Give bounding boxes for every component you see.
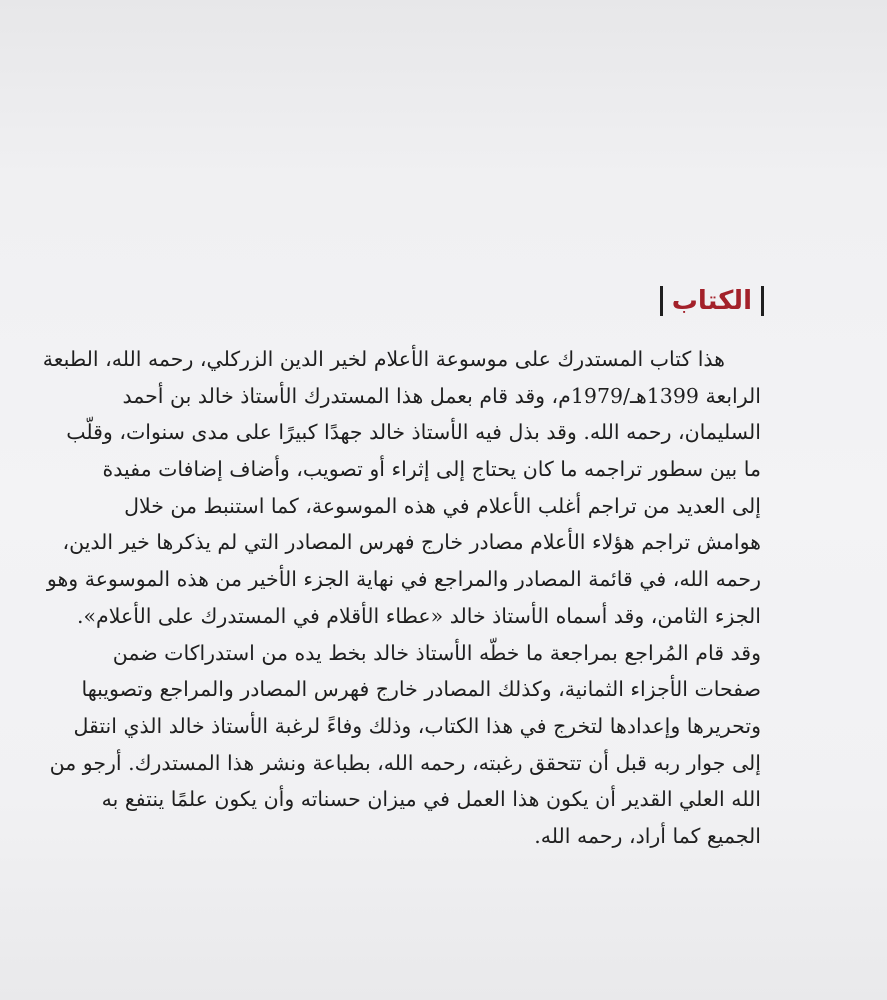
text-line: السليمان، رحمه الله. وقد بذل فيه الأستاذ خالد جهدًا كبيرًا على مدى سنوات، وقلّب xyxy=(66,420,761,445)
heading-bar-left xyxy=(660,286,663,316)
text-line: الرابعة 1399هـ/1979م، وقد قام بعمل هذا المستدرك الأستاذ خالد بن أحمد xyxy=(122,383,761,408)
text-line: إلى العديد من تراجم أغلب الأعلام في هذه الموسوعة، كما استنبط من خلال xyxy=(124,493,761,518)
text-line: الجميع كما أراد، رحمه الله. xyxy=(534,823,761,848)
text-line: وتحريرها وإعدادها لتخرج في هذا الكتاب، وذلك وفاءً لرغبة الأستاذ خالد الذي انتقل xyxy=(73,713,761,738)
heading-bar-right xyxy=(761,286,764,316)
section-title: الكتاب xyxy=(671,286,752,316)
text-line: هوامش تراجم هؤلاء الأعلام مصادر خارج فهرس المصادر التي لم يذكرها خير الدين، xyxy=(62,530,761,555)
text-line: الجزء الثامن، وقد أسماه الأستاذ خالد «عطاء الأقلام في المستدرك على الأعلام». xyxy=(76,603,761,628)
text-line: وقد قام المُراجع بمراجعة ما خطّه الأستاذ خالد بخط يده من استدراكات ضمن xyxy=(112,640,761,665)
text-line: الله العلي القدير أن يكون هذا العمل في ميزان حسناته وأن يكون علمًا ينتفع به xyxy=(101,787,761,812)
section-heading xyxy=(660,279,764,323)
text-line: ما بين سطور تراجمه ما كان يحتاج إلى إثراء أو تصويب، وأضاف إضافات مفيدة xyxy=(102,457,761,482)
text-line: صفحات الأجزاء الثمانية، وكذلك المصادر خارج فهرس المصادر والمراجع وتصويبها xyxy=(81,677,761,702)
text-line: إلى جوار ربه قبل أن تتحقق رغبته، رحمه الله، بطباعة ونشر هذا المستدرك. أرجو من xyxy=(49,750,761,775)
text-line: هذا كتاب المستدرك على موسوعة الأعلام لخير الدين الزركلي، رحمه الله، الطبعة xyxy=(42,347,725,371)
body-paragraph xyxy=(42,341,761,855)
text-line: رحمه الله، في قائمة المصادر والمراجع في نهاية الجزء الأخير من هذه الموسوعة وهو xyxy=(46,567,761,592)
